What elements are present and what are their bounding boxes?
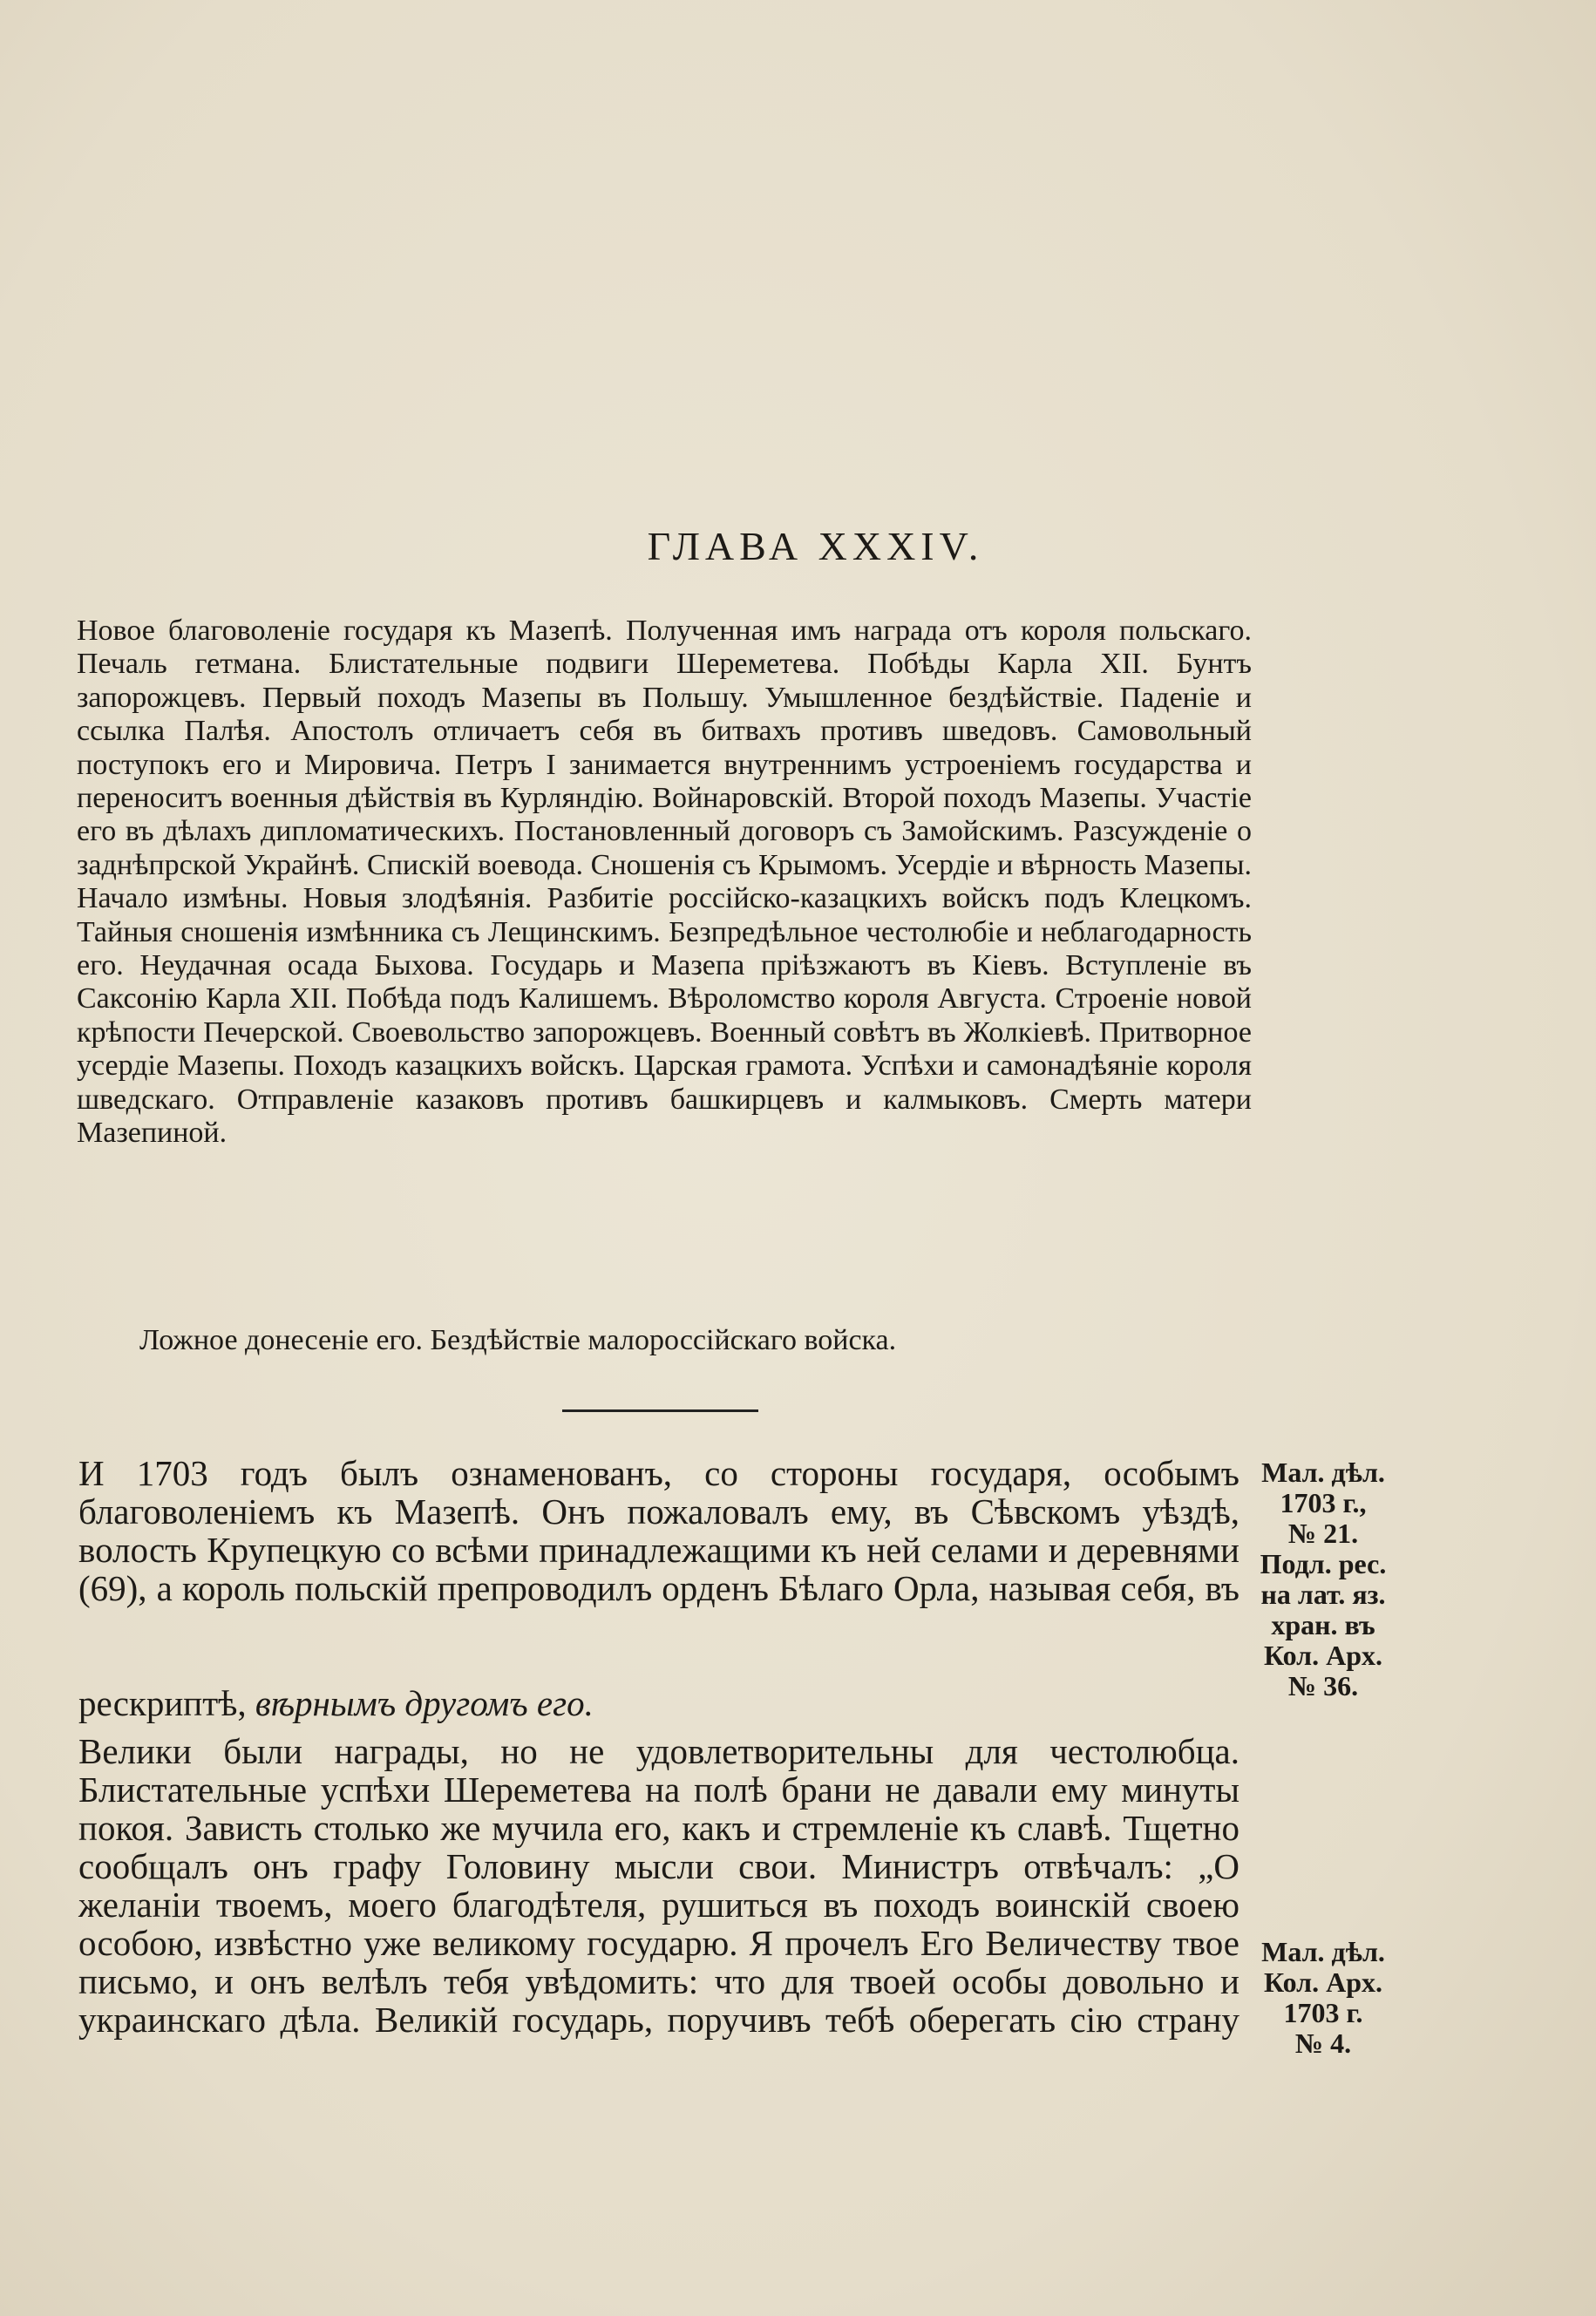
chapter-summary-last-line: Ложное донесеніе его. Бездѣйствіе малороссійскаго войска. <box>139 1324 897 1356</box>
margin-note-line: № 4. <box>1294 2027 1352 2059</box>
paragraph-1: И 1703 годъ былъ ознаменованъ, со стороны государя, особымъ благоволеніемъ къ Мазепѣ. Онъ пожаловалъ ему, въ Сѣвскомъ уѣздѣ, волость Крупецкую со всѣми принадлежащими къ ней селами и деревнями (69), а король польскій препроводилъ орденъ Бѣлаго Орла, называя себя, въ <box>78 1453 1239 1608</box>
margin-note-line: 1703 г., <box>1280 1487 1367 1518</box>
margin-note-2 <box>1236 1937 1410 2059</box>
paragraph-1-end: рескриптѣ, <box>78 1683 247 1723</box>
margin-note-line: Мал. дѣл. <box>1261 1936 1385 1967</box>
margin-note-line: Кол. Арх. <box>1263 1966 1383 1998</box>
margin-note-line: Мал. дѣл. <box>1261 1457 1385 1488</box>
paragraph-2: Велики были награды, но не удовлетворительны для честолюбца. Блистательные успѣхи Шереметева на полѣ брани не давали ему минуты покоя. Зависть столько же мучила его, какъ и стремленіе къ славѣ. Тщетно сообщалъ онъ графу Головину мысли свои. Министръ отвѣчалъ: „О желаніи твоемъ, моего благодѣтеля, рушиться въ походъ воинскій своею особою, извѣстно уже великому государю. Я прочелъ Его Величеству твое письмо, и онъ велѣлъ тебя увѣдомить: что для твоей особы довольно и украинскаго дѣла. Великій государь, поручивъ тебѣ оберегать сію страну <box>78 1731 1239 2040</box>
margin-note-line: № 21. <box>1287 1518 1359 1549</box>
chapter-summary: Новое благоволеніе государя къ Мазепѣ. Полученная имъ награда отъ короля польскаго. Печаль гетмана. Блистательные подвиги Шереметева. Побѣды Карла XII. Бунтъ запорожцевъ. Первый походъ Мазепы въ Польшу. Умышленное бездѣйствіе. Паденіе и ссылка Палѣя. Апостолъ отличаетъ себя въ битвахъ противъ шведовъ. Самовольный поступокъ его и Мировича. Петръ I занимается внутреннимъ устроеніемъ государства и переноситъ военныя дѣйствія въ Курляндію. Войнаровскій. Второй походъ Мазепы. Участіе его въ дѣлахъ дипломатическихъ. Постановленный договоръ съ Замойскимъ. Разсужденіе о заднѣпрской Украйнѣ. Спискій воевода. Сношенія съ Крымомъ. Усердіе и вѣрность Мазепы. Начало измѣны. Новыя злодѣянія. Разбитіе россійско-казацкихъ войскъ подъ Клецкомъ. Тайныя сношенія измѣнника съ Лещинскимъ. Безпредѣльное честолюбіе и неблагодарность его. Неудачная осада Быхова. Государь и Мазепа пріѣзжаютъ въ Кіевъ. Вступленіе въ Саксонію Карла XII. Побѣда подъ Калишемъ. Вѣроломство короля Августа. Строеніе новой крѣпости Печерской. Своевольство запорожцевъ. Военный совѣтъ въ Жолкіевѣ. Притворное усердіе Мазепы. Походъ казацкихъ войскъ. Царская грамота. Успѣхи и самонадѣяніе короля шведскаго. Отправленіе казаковъ противъ башкирцевъ и калмыковъ. Смерть матери Мазепиной. <box>77 615 1252 1150</box>
margin-note-line: на лат. яз. <box>1260 1579 1386 1610</box>
margin-note-line: 1703 г. <box>1283 1997 1363 2028</box>
margin-note-1 <box>1236 1457 1410 1701</box>
margin-note-line: № 36. <box>1287 1670 1359 1701</box>
margin-note-line: хран. въ <box>1271 1609 1375 1640</box>
margin-note-line: Подл. рес. <box>1260 1548 1387 1579</box>
section-divider <box>562 1409 758 1412</box>
margin-note-line: Кол. Арх. <box>1263 1640 1383 1671</box>
chapter-title: ГЛАВА XXXIV. <box>647 524 984 568</box>
paragraph-1-last-line <box>78 1684 594 1722</box>
paragraph-1-italic: вѣрнымъ другомъ его. <box>255 1683 594 1723</box>
